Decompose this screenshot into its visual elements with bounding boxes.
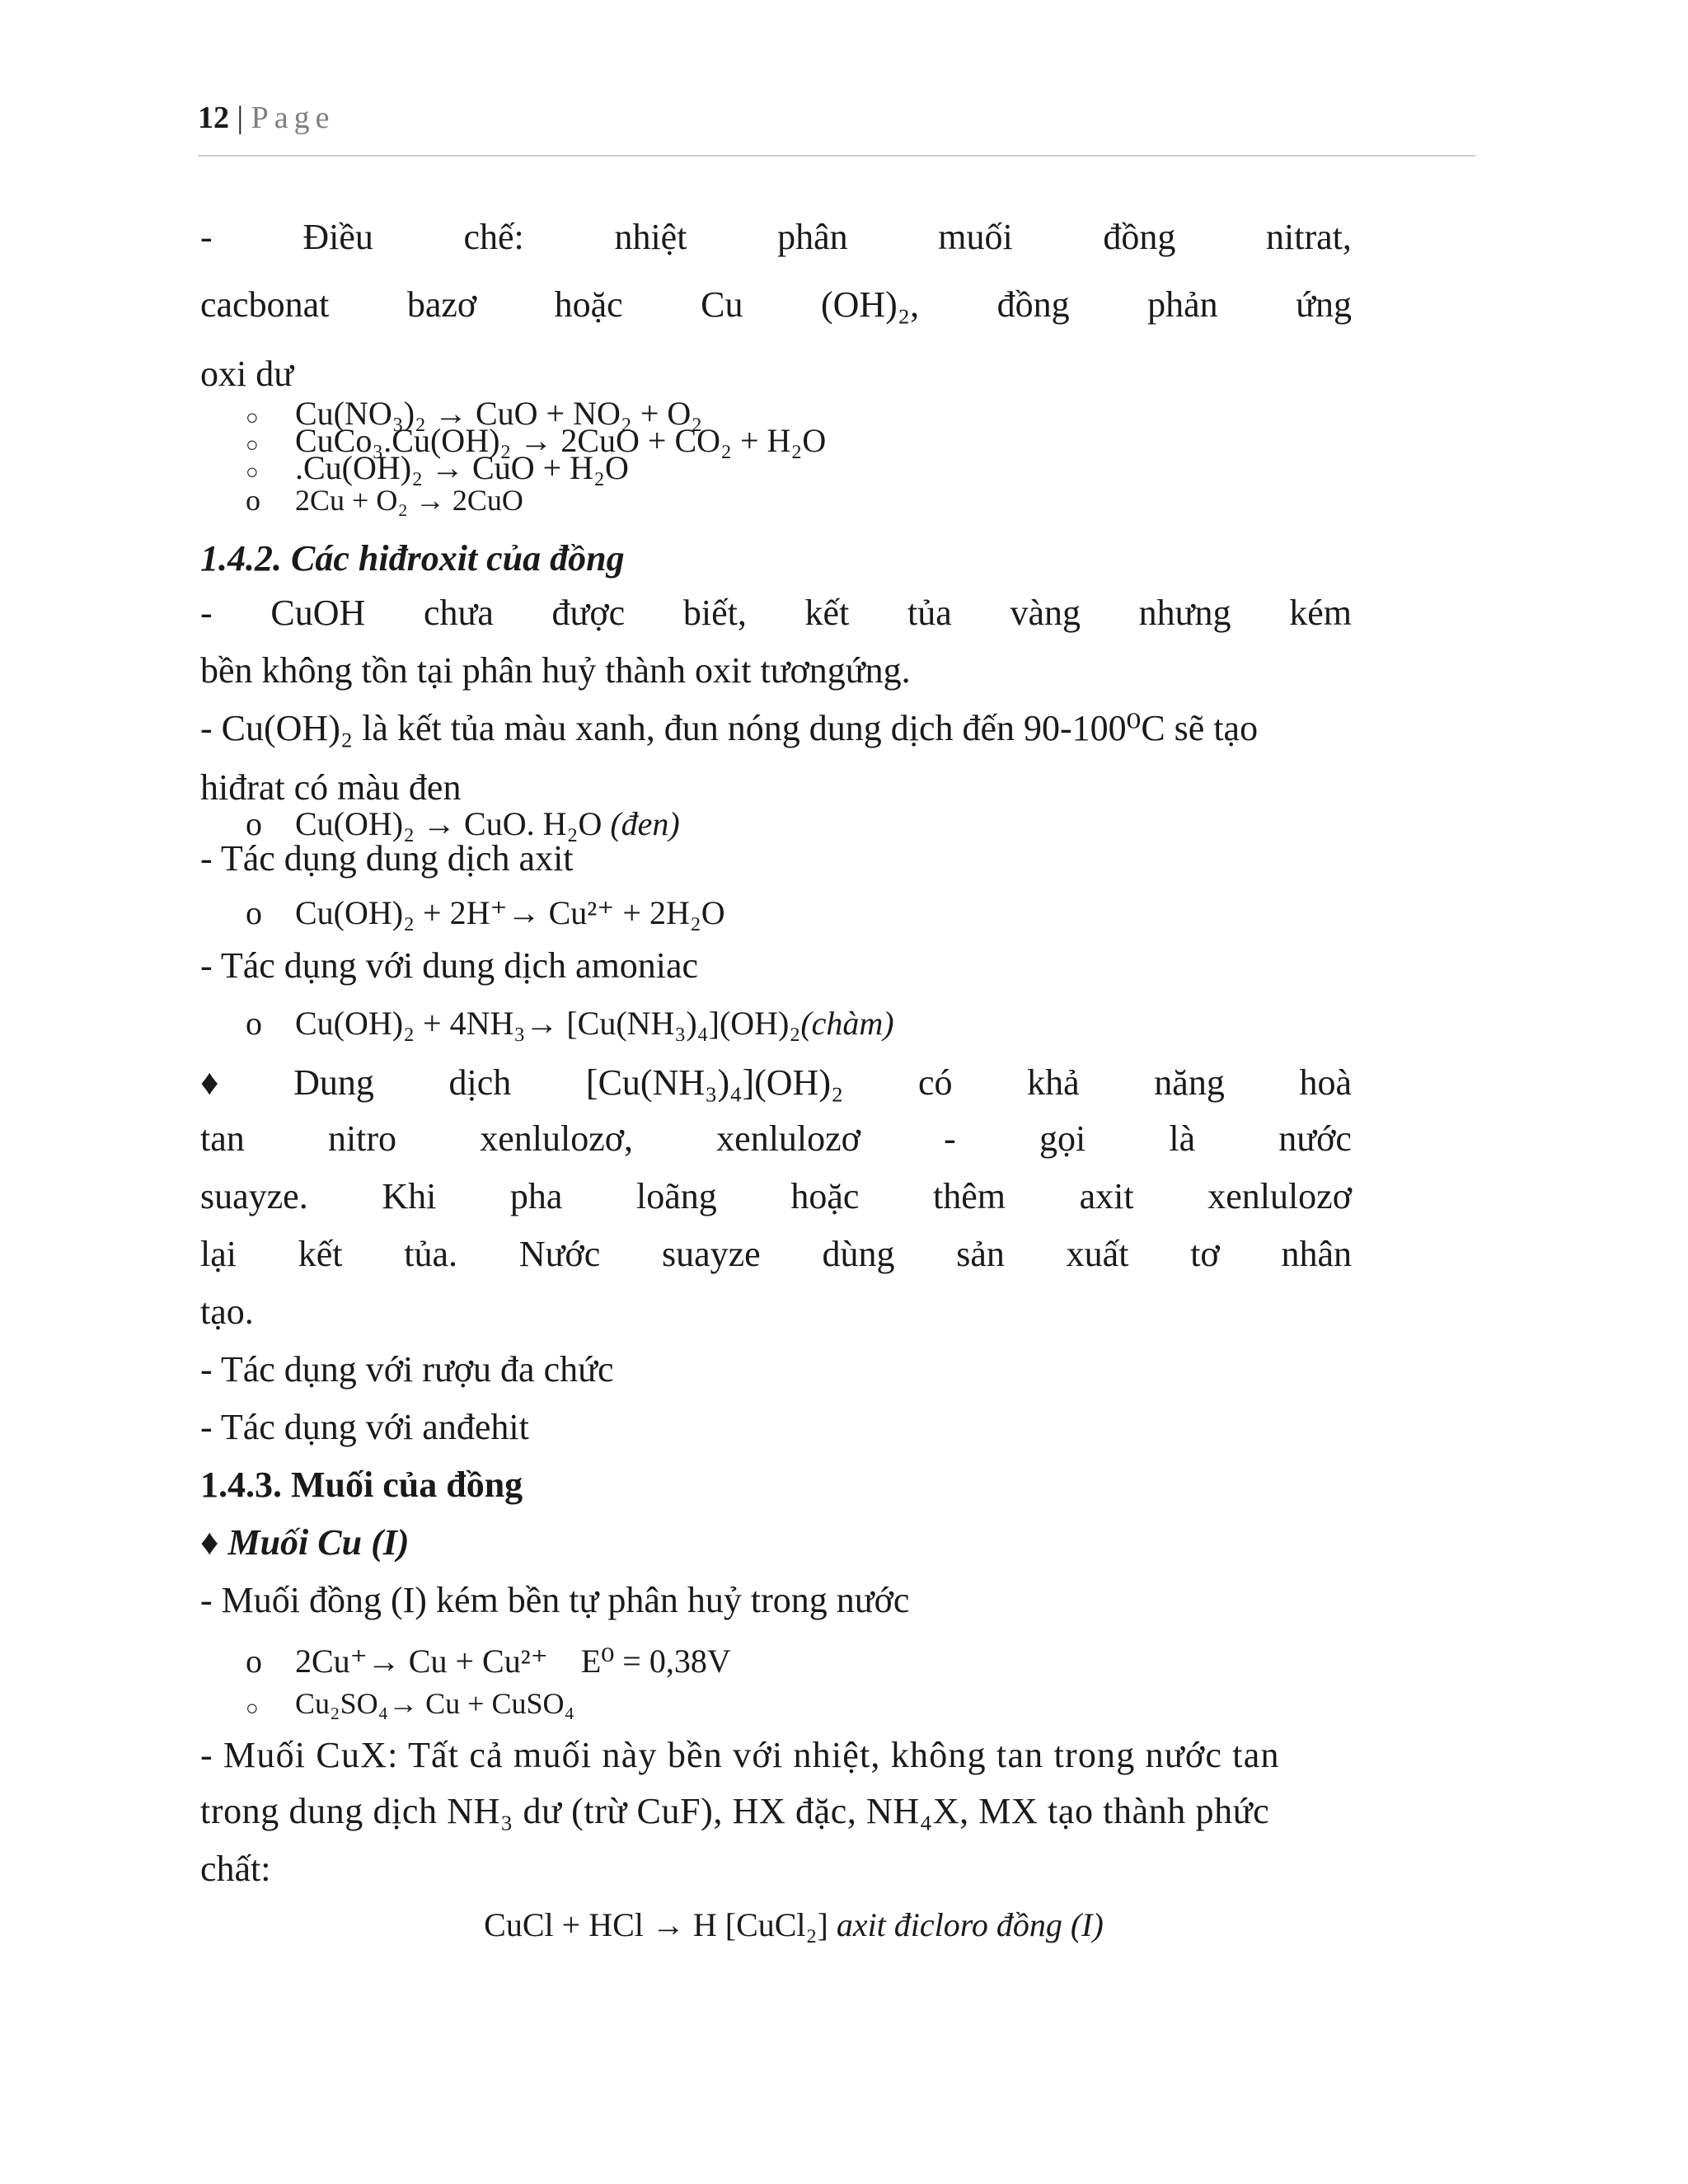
hydroxide-para-line-2: bền không tồn tại phân huỷ thành oxit tươngứng.: [200, 650, 911, 691]
word: tan: [200, 1118, 245, 1159]
word: gọi: [1039, 1118, 1086, 1159]
schweizer-line-4: [200, 1233, 1352, 1275]
cu-i-para: - Muối đồng (I) kém bền tự phân huỷ trong nước: [200, 1580, 910, 1620]
word: Dung: [293, 1062, 374, 1103]
word: dùng: [822, 1234, 895, 1274]
word: hoặc: [790, 1176, 860, 1216]
prep-line-1: [200, 216, 1352, 258]
word: loãng: [636, 1176, 717, 1216]
word: suayze: [662, 1234, 761, 1274]
word: kết: [804, 593, 850, 633]
equation-sulfate: Cu₂SO₄→ Cu + CuSO₄: [295, 1687, 575, 1720]
word: [Cu(NH₃)₄](OH)₂: [585, 1062, 844, 1103]
bullet-circle-icon: ○: [246, 460, 259, 484]
word: đồng: [1103, 217, 1176, 257]
word: bazơ: [406, 284, 477, 325]
schweizer-line-1: [200, 1062, 1352, 1104]
page-word: Page: [251, 101, 335, 135]
schweizer-line-2: [200, 1118, 1352, 1160]
aldehyde-line: - Tác dụng với anđehit: [200, 1407, 529, 1447]
word: năng: [1154, 1062, 1225, 1103]
acid-label: - Tác dụng dung dịch axit: [200, 838, 574, 879]
word: CuOH: [270, 593, 366, 633]
word: phản: [1147, 284, 1218, 325]
page-number: 12: [198, 101, 229, 135]
word: thêm: [933, 1176, 1006, 1216]
word: sản: [956, 1234, 1005, 1274]
word: kém: [1289, 593, 1352, 633]
word: đồng: [996, 284, 1070, 325]
equation-text: Cu(OH)₂ + 4NH₃→ [Cu(NH₃)₄](OH)₂: [295, 1005, 801, 1042]
subheading-cu-i: ♦ Muối Cu (I): [200, 1522, 410, 1563]
equation-note: axit đicloro đồng (I): [836, 1906, 1104, 1943]
equation-ammonia: [295, 1004, 894, 1043]
bullet-circle-icon: o: [246, 484, 260, 517]
section-heading-143: 1.4.3. Muối của đồng: [200, 1465, 523, 1505]
word: nitrat,: [1266, 217, 1352, 257]
word: xenlulozơ: [1207, 1176, 1352, 1216]
word: phân: [777, 217, 848, 257]
word: có: [917, 1062, 953, 1103]
equation-carbonate: CuCo₃.Cu(OH)₂ → 2CuO + CO₂ + H₂O: [295, 422, 827, 459]
word: nước: [1278, 1118, 1352, 1159]
word: xenlulozơ,: [480, 1118, 633, 1159]
word: muối: [938, 217, 1013, 257]
word: khả: [1027, 1062, 1080, 1103]
bullet-circle-icon: o: [246, 1643, 262, 1680]
page-header: [198, 97, 1475, 157]
word: -: [200, 593, 213, 633]
word: tủa: [907, 593, 952, 633]
schweizer-line-5: tạo.: [200, 1291, 254, 1332]
bullet-circle-icon: ○: [246, 1696, 259, 1720]
equation-hydroxide: .Cu(OH)₂ → CuO + H₂O: [295, 449, 629, 486]
word: vàng: [1010, 593, 1081, 633]
word: -: [200, 217, 213, 257]
word: dịch: [448, 1062, 512, 1103]
word: Khi: [382, 1176, 437, 1216]
equation-text: Cu(OH)₂ → CuO. H₂O: [295, 805, 603, 842]
ammonia-label: - Tác dụng với dung dịch amoniac: [200, 945, 699, 986]
word: nhiệt: [614, 217, 687, 257]
word: Điều: [302, 217, 373, 257]
word: hoà: [1299, 1062, 1352, 1103]
prep-line-3: oxi dư: [200, 354, 294, 394]
equation-text: 2Cu⁺→ Cu + Cu²⁺: [295, 1643, 548, 1680]
bullet-circle-icon: o: [246, 1005, 262, 1042]
word: nitro: [327, 1118, 397, 1159]
header-separator: |: [229, 101, 251, 135]
cux-para-line-3: chất:: [200, 1849, 271, 1889]
bullet-circle-icon: ○: [246, 433, 259, 457]
word: suayze.: [200, 1176, 308, 1216]
cuoh2-para-line-1: - Cu(OH)₂ là kết tủa màu xanh, đun nóng dung dịch đến 90-100⁰C sẽ tạo: [200, 708, 1259, 748]
equation-oxidation: 2Cu + O₂ → 2CuO: [295, 484, 523, 517]
word: ứng: [1296, 284, 1352, 325]
equation-nitrate: Cu(NO₃)₂ → CuO + NO₂ + O₂: [295, 395, 703, 432]
bullet-circle-icon: o: [246, 894, 262, 931]
word: (OH)₂,: [820, 284, 920, 325]
bullet-circle-icon: o: [246, 805, 262, 842]
word: nhưng: [1138, 593, 1231, 633]
word: hoặc: [554, 284, 623, 325]
equation-potential: E⁰ = 0,38V: [580, 1643, 731, 1680]
word: cacbonat: [200, 284, 330, 325]
hydroxide-para-line-1: [200, 592, 1352, 634]
schweizer-line-3: [200, 1175, 1352, 1217]
word: axit: [1079, 1176, 1134, 1216]
equation-note: (chàm): [800, 1005, 894, 1042]
word: kết: [298, 1234, 343, 1274]
word: Cu: [701, 284, 743, 325]
cux-para-line-1: [200, 1734, 1387, 1776]
equation-disproportionation: [295, 1642, 731, 1680]
equation-dichloro: [200, 1905, 1387, 1944]
word: chưa: [423, 593, 494, 633]
word: là: [1169, 1118, 1196, 1159]
word: tơ: [1190, 1234, 1220, 1274]
equation-text: CuCl + HCl → H [CuCl₂]: [484, 1906, 828, 1943]
word: chế:: [463, 217, 524, 257]
cuoh2-para-line-2: hiđrat có màu đen: [200, 767, 462, 808]
word: nhân: [1281, 1234, 1352, 1274]
word: tủa.: [404, 1234, 458, 1274]
word: xenlulozơ: [716, 1118, 860, 1159]
alcohol-line: - Tác dụng với rượu đa chức: [200, 1349, 614, 1390]
diamond-bullet-icon: ♦: [200, 1062, 219, 1103]
equation-acid: Cu(OH)₂ + 2H⁺→ Cu²⁺ + 2H₂O: [295, 894, 725, 931]
paragraph-text: - Muối CuX: Tất cả muối này bền với nhiệt, không tan trong nước tan: [200, 1735, 1280, 1775]
word: Nước: [518, 1234, 601, 1274]
section-heading-142: 1.4.2. Các hiđroxit của đồng: [200, 538, 625, 579]
bullet-circle-icon: ○: [246, 405, 259, 429]
word: pha: [509, 1176, 563, 1216]
cux-para-line-2: trong dung dịch NH₃ dư (trừ CuF), HX đặc, NH₄X, MX tạo thành phức: [200, 1791, 1270, 1831]
word: xuất: [1066, 1234, 1129, 1274]
prep-line-2: [200, 284, 1352, 326]
word: được: [551, 593, 626, 633]
word: biết,: [682, 593, 747, 633]
equation-note: (đen): [610, 805, 680, 842]
word: lại: [200, 1234, 237, 1274]
word: -: [944, 1118, 956, 1159]
